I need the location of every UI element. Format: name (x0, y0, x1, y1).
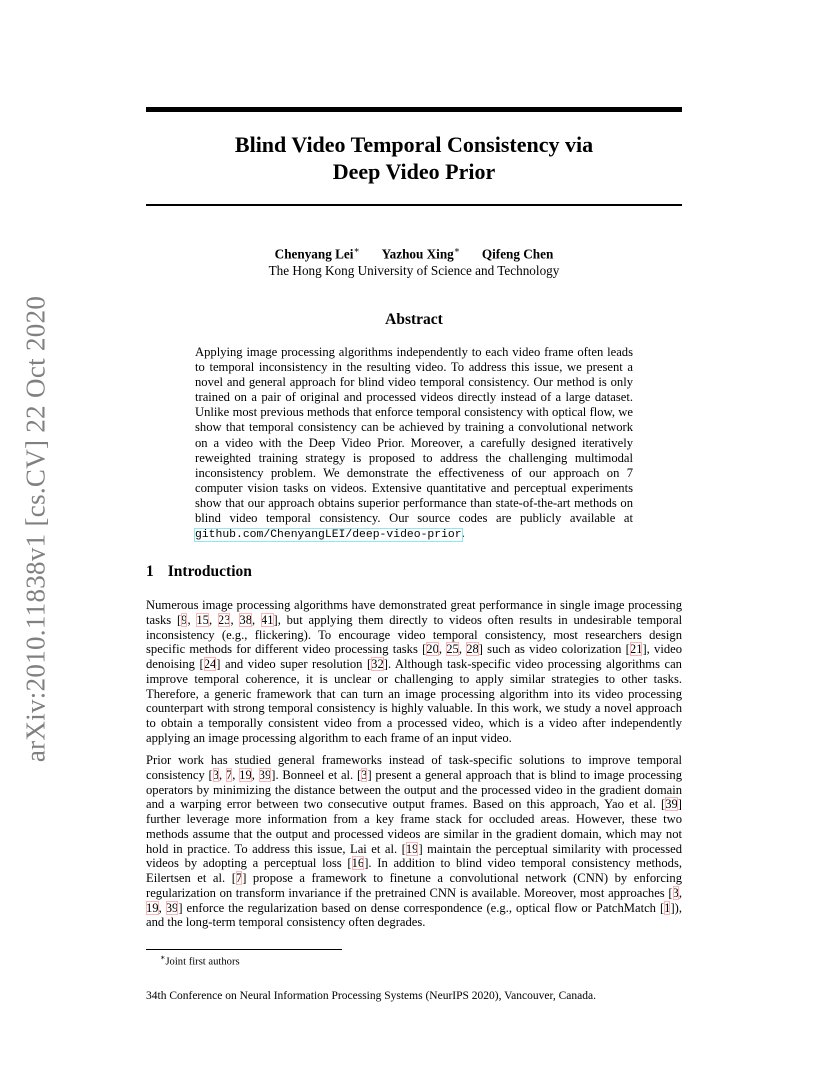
text-run: , (208, 612, 218, 627)
section-number: 1 (146, 563, 154, 580)
text-run: , (158, 900, 166, 915)
citation-link[interactable]: 39 (165, 900, 179, 915)
citation-link[interactable]: 39 (665, 797, 678, 812)
author-1 (275, 242, 360, 262)
citation-link[interactable]: 3 (212, 767, 220, 782)
author-3 (482, 242, 553, 262)
footnote (160, 953, 240, 968)
citation-link[interactable]: 16 (351, 856, 365, 871)
citation-link[interactable]: 19 (405, 841, 419, 856)
citation-link[interactable]: 25 (446, 642, 459, 657)
citation-link[interactable]: 3 (672, 885, 679, 900)
text-run: ] propose a framework to finetune a convolutional network (CNN) by enforcing regularization on transform invariance if the pretrained CNN is available. Moreover, most approaches [ (146, 871, 683, 900)
author-list (146, 242, 682, 262)
text-run: , (251, 767, 259, 782)
footnote-text: Joint first authors (165, 956, 240, 968)
citation-link[interactable]: 20 (426, 642, 439, 657)
author-1-mark: ∗ (353, 245, 360, 255)
intro-paragraph-1 (146, 598, 682, 746)
citation-link[interactable]: 15 (196, 612, 209, 627)
text-run: Numerous image processing algorithms have demonstrated great performance in single image processing tasks [ (146, 598, 682, 627)
citation-link[interactable]: 21 (629, 642, 643, 657)
citation-link[interactable]: 1 (664, 900, 671, 915)
text-run: ] present a general approach that is blind to image processing operators by minimizing the distance between the output and the processed video in the gradient domain and a warping error between two consecutive output frames. Based on this approach, Yao et al. [ (146, 767, 683, 812)
intro-paragraph-2 (146, 753, 682, 930)
title-rule-bottom (146, 204, 682, 206)
citation-link[interactable]: 19 (146, 900, 159, 915)
paper-title (146, 131, 682, 185)
text-run: , (678, 885, 682, 900)
author-2 (382, 242, 460, 262)
abstract-body (195, 345, 633, 543)
footnote-rule (146, 949, 342, 950)
author-1-name: Chenyang Lei (274, 246, 354, 262)
section-heading-introduction (146, 563, 252, 581)
text-run: ]. Bonneel et al. [ (271, 767, 362, 782)
text-run: ]. In addition to blind video temporal consistency methods, Eilertsen et al. [ (146, 856, 682, 885)
affiliation: The Hong Kong University of Science and Technology (268, 263, 560, 279)
author-2-mark: ∗ (453, 245, 460, 255)
text-run: ], but applying them directly to videos often results in undesirable temporal inconsistency (e.g., flickering). To encourage video temporal consistency, most researchers design specific methods for different video processing tasks [ (146, 612, 683, 657)
conference-footer: 34th Conference on Neural Information Processing Systems (NeurIPS 2020), Vancouver, Canada. (146, 990, 596, 1002)
author-2-name: Yazhou Xing (381, 246, 454, 262)
text-run: ]. Although task-specific video processing algorithms can improve temporal coherence, it is unclear or challenging to apply similar strategies to other tasks. Therefore, a generic framework that can turn an image processing algorithm into its video processing counterpart with strong temporal consistency is highly valuable. In this work, we study a novel approach to obtain a temporally consistent video from a processed video, which is a video after independently applying an image processing algorithm to each frame of an input video. (146, 657, 682, 745)
text-run: ] such as video colorization [ (478, 642, 630, 657)
abstract-end: . (461, 526, 465, 541)
text-run: ]), and the long-term temporal consistency often degrades. (146, 900, 682, 930)
footnote-mark: ∗ (160, 953, 166, 962)
abstract-heading: Abstract (385, 311, 443, 328)
citation-link[interactable]: 32 (371, 657, 384, 671)
text-run: , (232, 767, 240, 782)
citation-link[interactable]: 41 (260, 612, 274, 627)
citation-link[interactable]: 39 (258, 767, 272, 782)
citation-link[interactable]: 7 (225, 767, 233, 782)
text-run: ] maintain the perceptual similarity with processed videos by adopting a perceptual loss [ (146, 841, 682, 871)
source-code-link[interactable]: github.com/ChenyangLEI/deep-video-prior (195, 529, 462, 542)
text-run: ] enforce the regularization based on dense correspondence (e.g., optical flow or PatchMatch [ (178, 900, 665, 915)
citation-link[interactable]: 23 (217, 612, 231, 627)
citation-link[interactable]: 38 (239, 612, 252, 627)
text-run: , (438, 642, 447, 657)
citation-link[interactable]: 28 (466, 642, 479, 657)
text-run: , (252, 612, 261, 627)
text-run: ], video denoising [ (146, 642, 683, 671)
text-run: ] further leverage more information from a key frame stack for occluded areas. However, these two methods assume that the output and processed videos are similar in the gradient domain, which may not hold in practice. To address this issue, Lai et al. [ (146, 797, 682, 856)
citation-link[interactable]: 19 (239, 767, 252, 782)
abstract-text: Applying image processing algorithms independently to each video frame often leads to temporal inconsistency in the resulting video. To address this issue, we present a novel and general approach for blind video temporal consistency. Our method is only trained on a pair of original and processed videos directly instead of a large dataset. Unlike most previous methods that enforce temporal consistency with optical flow, we show that temporal consistency can be achieved by training a convolutional network on a video with the Deep Video Prior. Moreover, a carefully designed iteratively reweighted training strategy is proposed to address the challenging multimodal inconsistency problem. We demonstrate the effectiveness of our approach on 7 computer vision tasks on videos. Extensive quantitative and perceptual experiments show that our approach obtains superior performance than state-of-the-art methods on blind video temporal consistency. Our source codes are publicly available at (195, 345, 633, 526)
text-run: ] and video super resolution [ (216, 657, 372, 671)
text-run: , (187, 612, 197, 627)
title-line-2: Deep Video Prior (332, 159, 496, 184)
citation-link[interactable]: 24 (203, 657, 217, 671)
text-run: , (230, 612, 240, 627)
text-run: , (219, 767, 226, 782)
title-line-1: Blind Video Temporal Consistency via (234, 132, 594, 157)
citation-link[interactable]: 7 (235, 871, 243, 885)
section-title: Introduction (167, 563, 252, 580)
author-block (146, 242, 682, 279)
text-run: , (458, 642, 467, 657)
citation-link[interactable]: 3 (361, 767, 368, 782)
author-3-name: Qifeng Chen (481, 246, 554, 262)
text-run: Prior work has studied general frameworks instead of task-specific solutions to improve temporal consistency [ (146, 753, 682, 782)
citation-link[interactable]: 9 (181, 612, 188, 627)
title-rule-top (146, 107, 682, 112)
arxiv-identifier-stamp: arXiv:2010.11838v1 [cs.CV] 22 Oct 2020 (20, 295, 51, 763)
